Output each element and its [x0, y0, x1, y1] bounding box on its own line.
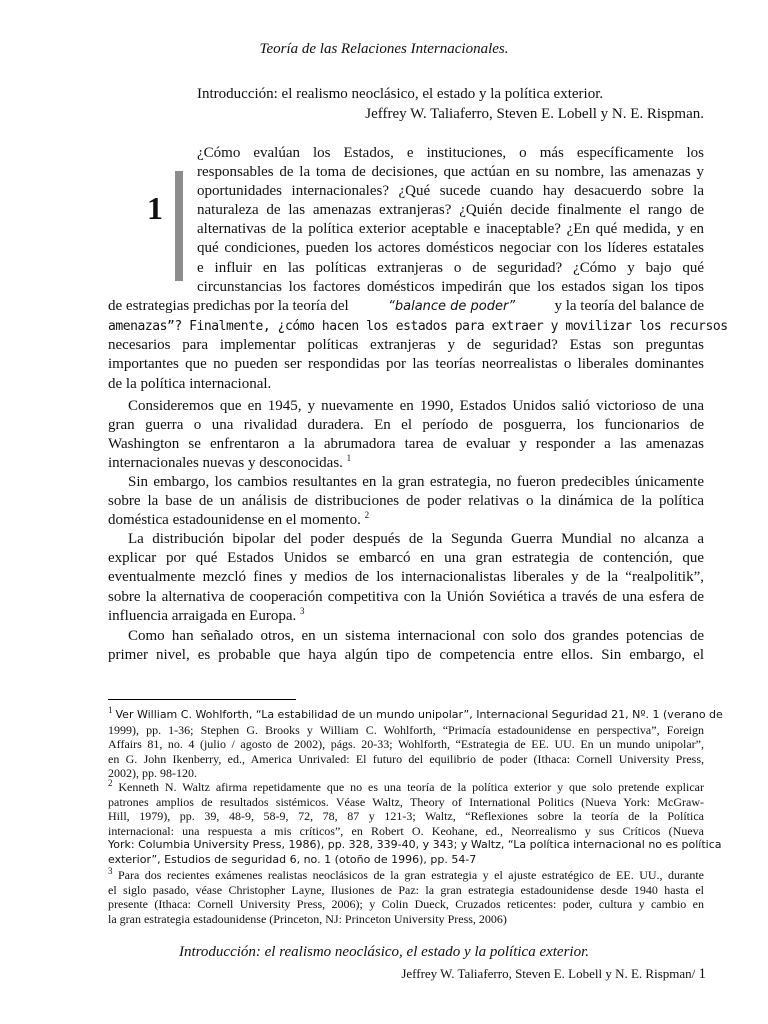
footnote-text: Ver William C. Wohlforth, “La estabilidad de un mundo unipolar”, Internacional Seguridad 21, Nº. 1 (verano de — [115, 708, 723, 721]
body-line: e influir en las políticas extranjeras o de seguridad? ¿Cómo y bajo qué — [197, 260, 704, 276]
body-segment: internacionales nuevas y desconocidas. — [108, 455, 343, 471]
footnote-line: exterior”, Estudios de seguridad 6, no. 1 (otoño de 1996), pp. 54-7 — [108, 852, 477, 866]
body-line: Consideremos que en 1945, y nuevamente en 1990, Estados Unidos salió victorioso de una — [128, 398, 704, 414]
body-line: Sin embargo, los cambios resultantes en la gran estrategia, no fueron predecibles únicamente — [128, 474, 704, 490]
chapter-divider-bar — [175, 171, 183, 281]
body-line: de la política internacional. — [108, 376, 272, 392]
body-line — [108, 511, 369, 530]
footnote-line: Affairs 81, no. 4 (julio / agosto de 2002), págs. 20-33; Wohlforth, “Estrategia de EE. UU. En un mundo unipolar”, — [108, 737, 704, 752]
footnote-text: Kenneth N. Waltz afirma repetidamente que no es una teoría de la política exterior y que solo pretende explicar — [118, 780, 704, 794]
footnote-line: 2002), pp. 98-120. — [108, 766, 197, 781]
chapter-title: Introducción: el realismo neoclásico, el estado y la política exterior. — [197, 86, 604, 102]
footnote-mark: 2 — [364, 510, 370, 520]
body-line: responsables de la toma de decisiones, que actúan en su nombre, las amenazas y — [197, 164, 704, 180]
footnote-mark: 3 — [299, 606, 305, 616]
footnote-line: la gran estrategia estadounidense (Princeton, NJ: Princeton University Press, 2006) — [108, 911, 507, 926]
footer-authors — [401, 966, 706, 983]
body-line: eventualmente mezcló fines y medios de los internacionalistas liberales y de la “realpolitik”, — [108, 569, 704, 585]
body-line — [108, 297, 704, 316]
footnote-3 — [108, 868, 704, 926]
body-line: primer nivel, es probable que haya algún tipo de competencia entre ellos. Sin embargo, el — [108, 647, 704, 663]
body-line: naturaleza de las amenazas extranjeras? ¿Quién decide finalmente el rango de — [197, 202, 704, 218]
footnote-line — [108, 705, 723, 723]
body-segment: y la teoría del balance de — [554, 298, 704, 314]
body-line: gran guerra o una rivalidad duradera. En el período de posguerra, los funcionarios de — [108, 417, 704, 433]
body-line: Washington se enfrentaron a la abrumadora tarea de evaluar y responder a las amenazas — [108, 436, 704, 452]
footnote-line: York: Columbia University Press, 1986), pp. 328, 339-40, y 343; y Waltz, “La política internacional no es política — [108, 838, 722, 852]
footnote-separator — [108, 699, 296, 700]
footnote-line: Hill, 1979), pp. 39, 48-9, 58-9, 72, 78, 87 y 121-3; Waltz, “Reflexiones sobre la teoría de la Política — [108, 809, 704, 824]
footnote-1 — [108, 705, 723, 781]
body-line — [108, 454, 351, 473]
body-line: importantes que no pueden ser respondidas por las teorías neorrealistas o liberales dominantes — [108, 356, 704, 372]
body-line: oportunidades internacionales? ¿Qué sucede cuando hay desacuerdo sobre la — [197, 183, 704, 199]
footnote-line — [108, 868, 704, 883]
footnote-mark: 1 — [346, 453, 352, 463]
body-line: circunstancias los factores domésticos impedirán que los estados sigan los tipos — [197, 279, 704, 295]
footnote-line: el siglo pasado, véase Christopher Layne, Ilusiones de Paz: la gran estrategia estadounidense desde 1940 hasta el — [108, 882, 704, 897]
footnote-2 — [108, 778, 722, 868]
body-line: necesarios para implementar políticas extranjeras y de seguridad? Estas son preguntas — [108, 337, 704, 353]
footer-chapter-title: Introducción: el realismo neoclásico, el estado y la política exterior. — [178, 944, 590, 960]
body-line: qué condiciones, pueden los actores domésticos negociar con los líderes estatales — [197, 240, 704, 256]
footnote-number: 2 — [108, 778, 113, 788]
body-segment: influencia arraigada en Europa. — [108, 608, 297, 624]
authors: Jeffrey W. Taliaferro, Steven E. Lobell y N. E. Rispman. — [365, 106, 704, 122]
chapter-number: 1 — [147, 190, 163, 226]
body-segment: doméstica estadounidense en el momento. — [108, 512, 361, 528]
body-line: Como han señalado otros, en un sistema internacional con solo dos grandes potencias de — [128, 628, 704, 644]
body-line: La distribución bipolar del poder después de la Segunda Guerra Mundial no alcanza a — [128, 531, 704, 547]
footnote-number: 3 — [108, 866, 113, 876]
footnote-line: en G. John Ikenberry, ed., America Unrivaled: El futuro del equilibrio de poder (Ithaca: Cornell University Press, — [108, 751, 704, 766]
body-line — [108, 607, 304, 626]
footnote-line: 1999), pp. 1-36; Stephen G. Brooks y William C. Wohlforth, “Primacía estadounidense en perspectiva”, Foreign — [108, 722, 704, 737]
body-segment: de estrategias predichas por la teoría del — [108, 298, 349, 314]
footnote-line — [108, 780, 704, 795]
body-line: sobre la base de un análisis de distribuciones de poder relativas o la dinámica de la política — [108, 493, 704, 509]
footnote-number: 1 — [108, 705, 113, 715]
footnote-line: internacional: una respuesta a mis críticos”, en Robert O. Keohane, ed., Neorrealismo y sus Críticos (Nueva — [108, 823, 704, 838]
footnote-line: patrones amplios de resultados sistémicos. Véase Waltz, Theory of International Politics (Nueva York: McGraw- — [108, 794, 704, 809]
body-line: amenazas”? Finalmente, ¿cómo hacen los estados para extraer y movilizar los recursos — [108, 319, 728, 334]
balance-de-poder-term: “balance de poder” — [388, 299, 516, 314]
body-line: explicar por qué Estados Unidos se embarcó en una gran estrategia de contención, que — [108, 550, 704, 566]
footnote-text: Para dos recientes exámenes realistas neoclásicos de la gran estrategia y el ajuste estratégico de EE. UU., durante — [117, 868, 704, 882]
body-line: ¿Cómo evalúan los Estados, e instituciones, o más específicamente los — [197, 145, 704, 161]
body-line: alternativas de la política exterior aceptable e inaceptable? ¿En qué medida, y en — [197, 221, 704, 237]
footnote-line: presente (Ithaca: Cornell University Press, 2006); y Colin Dueck, Cruzados reticentes: poder, cultura y cambio en — [108, 897, 704, 912]
footer-authors-text: Jeffrey W. Taliaferro, Steven E. Lobell y N. E. Rispman/ — [401, 966, 696, 981]
body-line: sobre la alternativa de cooperación competitiva con la Unión Soviética a través de una esfera de — [108, 589, 704, 605]
page-number: 1 — [698, 966, 706, 982]
book-title: Teoría de las Relaciones Internacionales. — [259, 41, 509, 57]
